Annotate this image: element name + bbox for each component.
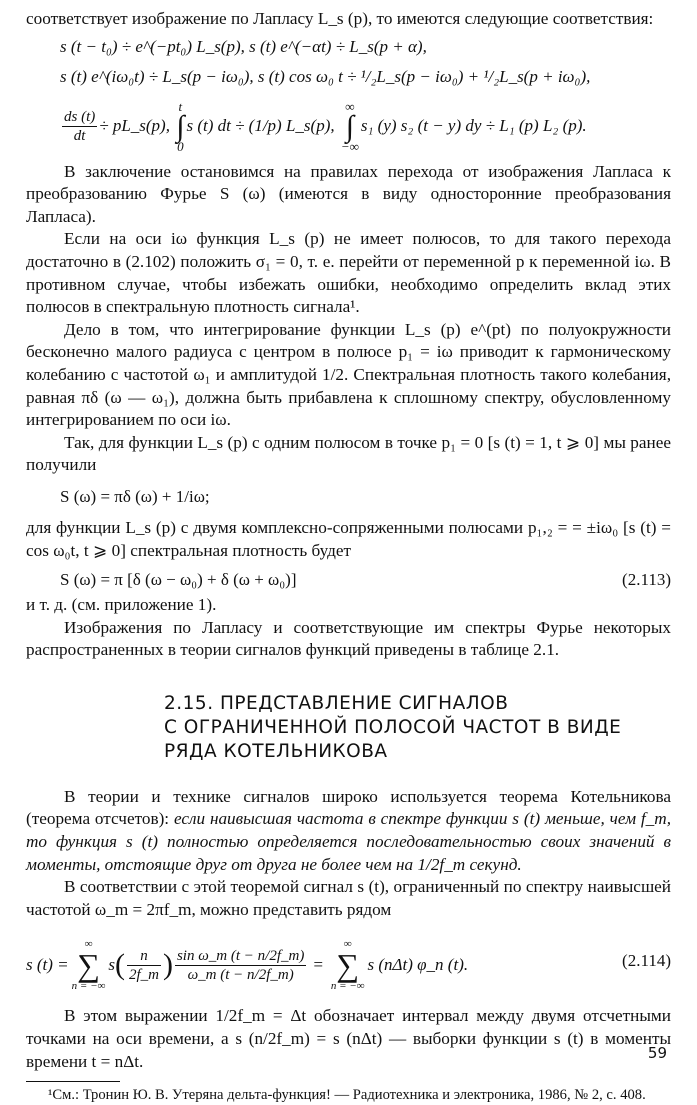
- footnote: ¹См.: Тронин Ю. В. Утеряна дельта-функция! — Радиотехника и электроника, 1986, № 2, с. 408.: [48, 1087, 646, 1104]
- equation-single-pole: S (ω) = πδ (ω) + 1/iω;: [60, 486, 210, 506]
- paragraph-no-poles: Если на оси iω функция L_s (p) не имеет полюсов, то для такого перехода достаточно в (2.102) положить σ₁ = 0, т. е. перейти от переменной p к переменной iω. В противном случае, чтобы избежать ошибки, необходимо определить вклад этих полюсов в спектральную плотность сигнала¹.: [26, 229, 671, 317]
- sum-symbol-2: ∞ ∑ n = −∞: [330, 938, 365, 993]
- theorem-intro: В теории и технике сигналов широко используется теорема Котельникова (теорема отсчетов):: [26, 786, 671, 829]
- convolution-integral-symbol: ∞ ∫ −∞: [340, 98, 359, 154]
- section-heading-line-2: С ОГРАНИЧЕННОЙ ПОЛОСОЙ ЧАСТОТ В ВИДЕ: [164, 716, 622, 738]
- integral-rule: s (t) dt ÷ (1/p) L_s(p),: [186, 115, 335, 135]
- section-heading-line-3: РЯДА КОТЕЛЬНИКОВА: [164, 740, 388, 762]
- sinc-fraction: $\frac{\text{sin ω\_m (t − n/2f\_m)}}{\omega\_m (t - n/2f\_m)}$: [176, 947, 305, 983]
- paragraph-one-pole: Так, для функции L_s (p) с одним полюсом в точке p₁ = 0 [s (t) = 1, t ⩾ 0] мы ранее получили: [26, 432, 671, 475]
- derivative-rule: ÷ pL_s(p),: [99, 115, 170, 135]
- equation-shift-rules: s (t − t₀) ÷ e^(−pt₀) L_s(p), s (t) e^(−αt) ÷ L_s(p + α),: [60, 36, 427, 56]
- page-body: [26, 8, 671, 1105]
- equation-modulation-rules: s (t) e^(iω₀t) ÷ L_s(p − iω₀), s (t) cos ω₀ t ÷ ¹/₂L_s(p − iω₀) + ¹/₂L_s(p + iω₀),: [60, 66, 591, 86]
- paragraph-etc: и т. д. (см. приложение 1).: [26, 595, 217, 615]
- equation-number-2113: (2.113): [622, 570, 671, 590]
- sum-symbol: ∞ ∑ n = −∞: [71, 938, 106, 993]
- page-number: 59: [647, 1044, 667, 1062]
- integral-symbol: t ∫ 0: [176, 98, 185, 154]
- paragraph-table-ref: Изображения по Лапласу и соответствующие им спектры Фурье некоторых распространенных в теории сигналов функций приведены в таблице 2.1.: [26, 617, 671, 660]
- section-heading-line-1: 2.15. ПРЕДСТАВЛЕНИЕ СИГНАЛОВ: [164, 692, 509, 714]
- theorem-statement: если наивысшая частота в спектре функции s (t) меньше, чем f_m, то функция s (t) полностью определяется последовательностью своих значений в моменты, отстоящие друг от друга не более чем на 1/2f_m секунд.: [26, 809, 671, 874]
- section-heading: [164, 692, 671, 764]
- equation-2114: [26, 931, 671, 999]
- paragraph-theorem: [26, 786, 671, 876]
- equation-derivative-integral-convolution: [60, 97, 671, 155]
- paragraph-conclusion: В заключение остановимся на правилах перехода от изображения Лапласа к преобразованию Фурье S (ω) (имеются в виду односторонние преобразования Лапласа).: [26, 161, 671, 226]
- convolution-rule: s₁ (y) s₂ (t − y) dy ÷ L₁ (p) L₂ (p).: [360, 115, 587, 135]
- equation-block-correspondences: [26, 35, 671, 155]
- footnote-divider: [26, 1081, 120, 1082]
- equation-number-2114: (2.114): [622, 951, 671, 971]
- equation-2114-body: s (t) = ∞ ∑ n = −∞ s ( $\frac{n}{2f\_m}$ ) $\frac{\text{sin ω\_m (t − n/2f\_m)}}{\omega\_m (t - n/2f\_m)}$ = ∞ ∑ n = −∞ s (nΔt) φ_n (t).: [26, 938, 469, 993]
- paragraph-two-poles: для функции L_s (p) с двумя комплексно-сопряженными полюсами p₁,₂ = = ±iω₀ [s (t) = cos ω₀t, t ⩾ 0] спектральная плотность будет: [26, 517, 671, 560]
- paragraph-accordance: В соответствии с этой теоремой сигнал s (t), ограниченный по спектру наивысшей частотой ω_m = 2πf_m, можно представить рядом: [26, 877, 671, 919]
- paragraph-intro: соответствует изображение по Лапласу L_s (p), то имеются следующие соответствия:: [26, 9, 654, 28]
- derivative-fraction: $\frac{ds (t)}{dt}$: [64, 109, 96, 145]
- paragraph-interval: В этом выражении 1/2f_m = Δt обозначает интервал между двумя отсчетными точками на оси времени, а s (n/2f_m) = s (nΔt) — выборки функции s (t) в моменты времени t = nΔt.: [26, 1006, 671, 1071]
- equation-2113-body: S (ω) = π [δ (ω − ω₀) + δ (ω + ω₀)]: [60, 570, 297, 590]
- paragraph-reason: Дело в том, что интегрирование функции L_s (p) e^(pt) по полуокружности бесконечно малого радиуса с центром в полюсе p₁ = iω приводит к гармоническому колебанию с частотой ω₁ и амплитудой 1/2. Спектральная плотность такого колебания, равная πδ (ω — ω₁), должна быть прибавлена к сплошному спектру, обусловленному интегрированием по оси iω.: [26, 319, 671, 430]
- sample-fraction: $\frac{n}{2f\_m}$: [128, 947, 159, 983]
- equation-2113: [60, 568, 671, 592]
